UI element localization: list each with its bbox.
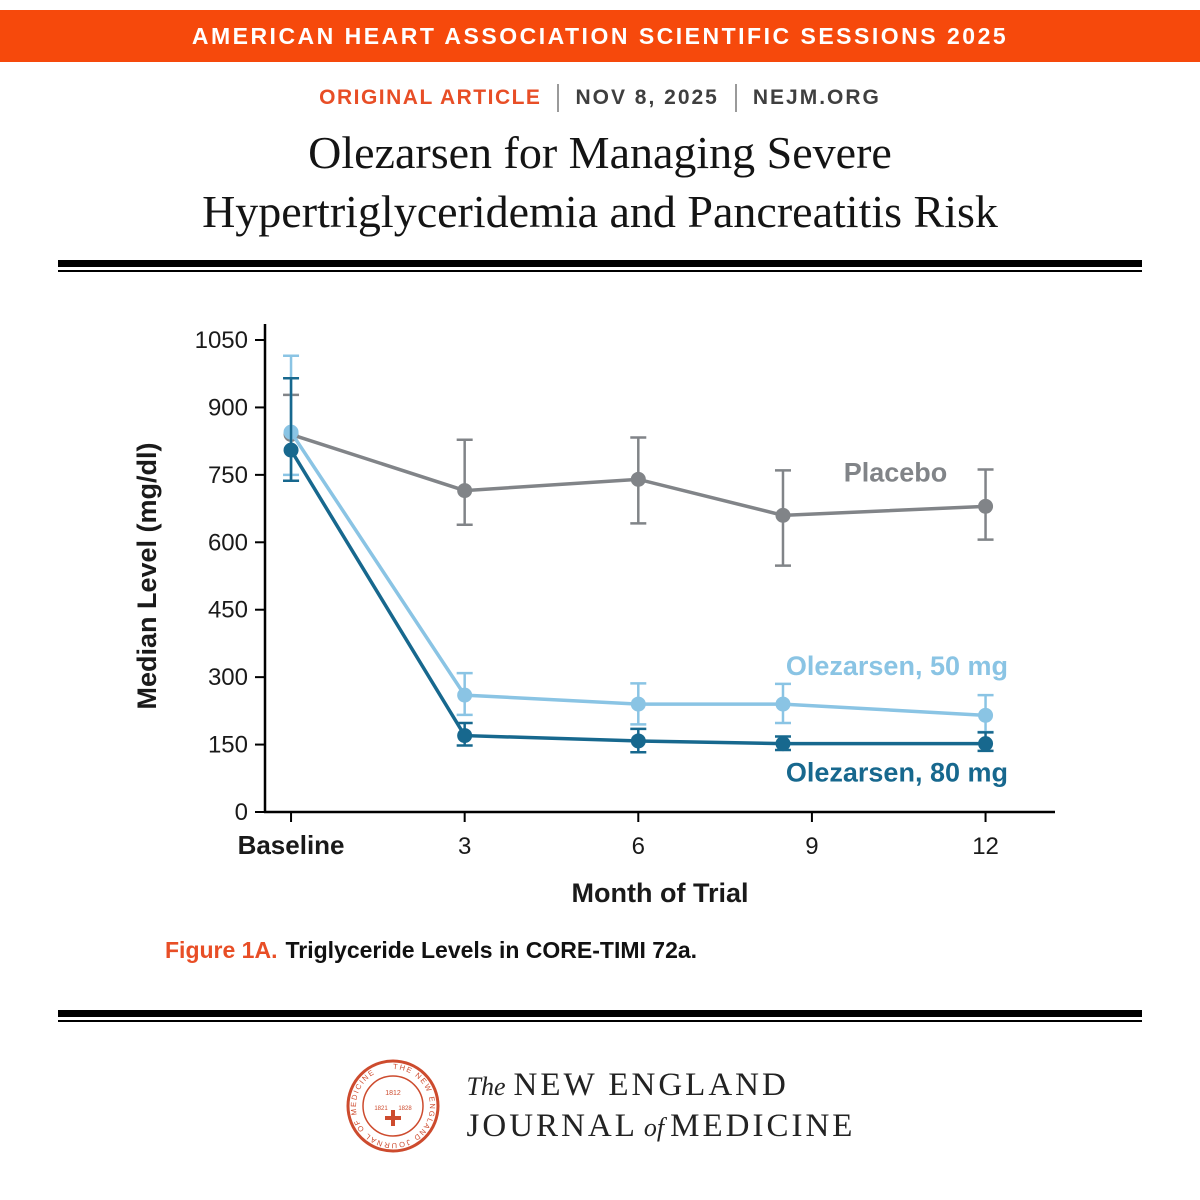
page-title-line1: Olezarsen for Managing Severe: [308, 127, 892, 178]
svg-text:Month of Trial: Month of Trial: [571, 877, 749, 908]
svg-text:6: 6: [631, 832, 645, 860]
figure-panel: [120, 278, 1200, 933]
svg-text:3: 3: [457, 832, 472, 860]
svg-text:Baseline: Baseline: [237, 829, 345, 860]
seal-year-2: 1821: [373, 1105, 388, 1112]
svg-text:300: 300: [207, 663, 248, 691]
rule-thick: [58, 1010, 1142, 1017]
wordmark-of: of: [643, 1112, 665, 1142]
rule-thick: [58, 260, 1142, 267]
svg-text:9: 9: [805, 832, 819, 860]
separator: [735, 84, 737, 112]
separator: [557, 84, 559, 112]
double-rule-top: [58, 260, 1142, 272]
svg-text:600: 600: [207, 529, 248, 557]
seal-year-3: 1828: [397, 1105, 412, 1112]
page-title-line2: Hypertriglyceridemia and Pancreatitis Risk: [202, 185, 998, 237]
seal-cross-horizontal: [385, 1116, 401, 1120]
event-banner-text: AMERICAN HEART ASSOCIATION SCIENTIFIC SESSIONS 2025: [191, 22, 1009, 49]
svg-text:150: 150: [207, 731, 248, 759]
wordmark-line1: [467, 1065, 856, 1106]
svg-text:Placebo: Placebo: [843, 457, 948, 488]
svg-text:Median Level (mg/dl): Median Level (mg/dl): [132, 442, 162, 710]
article-category: ORIGINAL ARTICLE: [319, 86, 542, 109]
double-rule-bottom: [58, 1010, 1142, 1022]
svg-text:Olezarsen, 50 mg: Olezarsen, 50 mg: [785, 650, 1008, 681]
journal-site: NEJM.ORG: [752, 86, 881, 109]
svg-text:900: 900: [207, 394, 248, 422]
page-title: [0, 124, 1200, 242]
rule-thin: [58, 270, 1142, 272]
wordmark-the: The: [466, 1071, 506, 1101]
seal-year-1: 1812: [384, 1089, 401, 1097]
svg-text:12: 12: [972, 832, 999, 860]
article-date: NOV 8, 2025: [575, 86, 719, 109]
wordmark-journal: JOURNAL: [466, 1107, 638, 1144]
chart-svg: [120, 278, 1120, 928]
svg-text:Olezarsen, 80 mg: Olezarsen, 80 mg: [785, 757, 1008, 788]
article-meta-row: [0, 84, 1200, 112]
svg-text:THE NEW ENGLAND JOURNAL OF MED: [348, 1062, 436, 1150]
wordmark-line2: [467, 1106, 856, 1147]
rule-thin: [58, 1020, 1142, 1022]
wordmark-medicine: MEDICINE: [670, 1107, 856, 1144]
journal-wordmark: [467, 1065, 856, 1148]
wordmark-new-england: NEW ENGLAND: [513, 1066, 789, 1103]
svg-text:0: 0: [234, 798, 248, 826]
figure-caption: [165, 937, 1200, 964]
nejm-seal-icon: [345, 1058, 441, 1154]
figure-caption-label: Figure 1A.: [165, 936, 278, 963]
seal-ring-text: THE NEW ENGLAND JOURNAL OF MEDICINE: [348, 1061, 437, 1150]
event-banner: [0, 10, 1200, 62]
journal-footer: [0, 1058, 1200, 1154]
svg-text:750: 750: [207, 461, 248, 489]
svg-text:1050: 1050: [194, 326, 248, 354]
svg-text:450: 450: [207, 596, 248, 624]
figure-caption-text: Triglyceride Levels in CORE-TIMI 72a.: [285, 936, 698, 963]
